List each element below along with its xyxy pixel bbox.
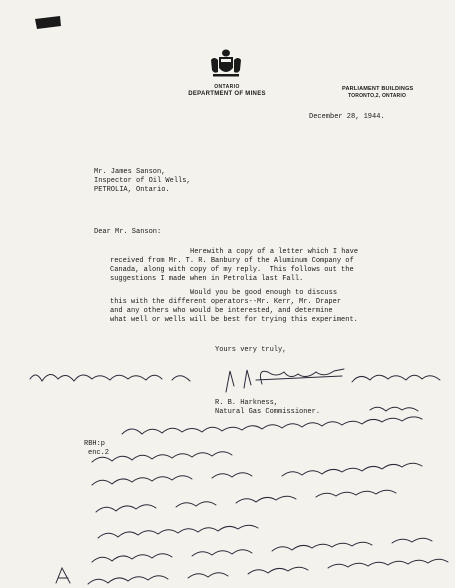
letterhead-address-line2: TORONTO,2, ONTARIO bbox=[348, 93, 407, 99]
enclosure-note: enc.2 bbox=[88, 449, 110, 457]
paragraph-line: Would you be good enough to discuss bbox=[190, 289, 338, 297]
closing: Yours very truly, bbox=[215, 346, 287, 354]
handwritten-line-3 bbox=[122, 417, 422, 434]
addressee-title: Inspector of Oil Wells, bbox=[94, 177, 191, 185]
paragraph-line: what well or wells will be best for trying this experiment. bbox=[110, 316, 358, 324]
handwritten-line-4 bbox=[92, 452, 232, 462]
handwritten-line-5 bbox=[92, 463, 422, 485]
letterhead-province: ONTARIO bbox=[214, 84, 240, 90]
signature-name: R. B. Harkness, bbox=[215, 399, 279, 407]
handwritten-line-2 bbox=[370, 407, 418, 411]
addressee-location: PETROLIA, Ontario. bbox=[94, 186, 170, 194]
paragraph-line: and any others who would be interested, and determine bbox=[110, 307, 333, 315]
handwritten-line-9 bbox=[88, 559, 448, 584]
paragraph-line: suggestions I made when in Petrolia last Fall. bbox=[110, 275, 304, 283]
handwritten-signature bbox=[226, 369, 344, 392]
paragraph-line: received from Mr. T. R. Banbury of the Aluminum Company of bbox=[110, 257, 354, 265]
paragraph-line: Herewith a copy of a letter which I have bbox=[190, 248, 359, 256]
paragraph-line: Canada, along with copy of my reply. This follows out the bbox=[110, 266, 354, 274]
salutation: Dear Mr. Sanson: bbox=[94, 228, 162, 236]
paragraph-line: this with the different operators--Mr. Kerr, Mr. Draper bbox=[110, 298, 342, 306]
handwritten-caret-mark bbox=[56, 568, 70, 583]
handwritten-line-1 bbox=[30, 374, 440, 382]
addressee-name: Mr. James Sanson, bbox=[94, 168, 166, 176]
letterhead-address-line1: PARLIAMENT BUILDINGS bbox=[342, 86, 414, 92]
letterhead-department-name: DEPARTMENT OF MINES bbox=[188, 91, 266, 97]
handwritten-line-6 bbox=[96, 490, 396, 512]
handwritten-line-8 bbox=[92, 538, 432, 562]
reference-initials: RBH:p bbox=[84, 440, 106, 448]
signature-title: Natural Gas Commissioner. bbox=[215, 408, 321, 416]
handwritten-line-7 bbox=[98, 525, 258, 538]
letter-date: December 28, 1944. bbox=[309, 113, 385, 121]
